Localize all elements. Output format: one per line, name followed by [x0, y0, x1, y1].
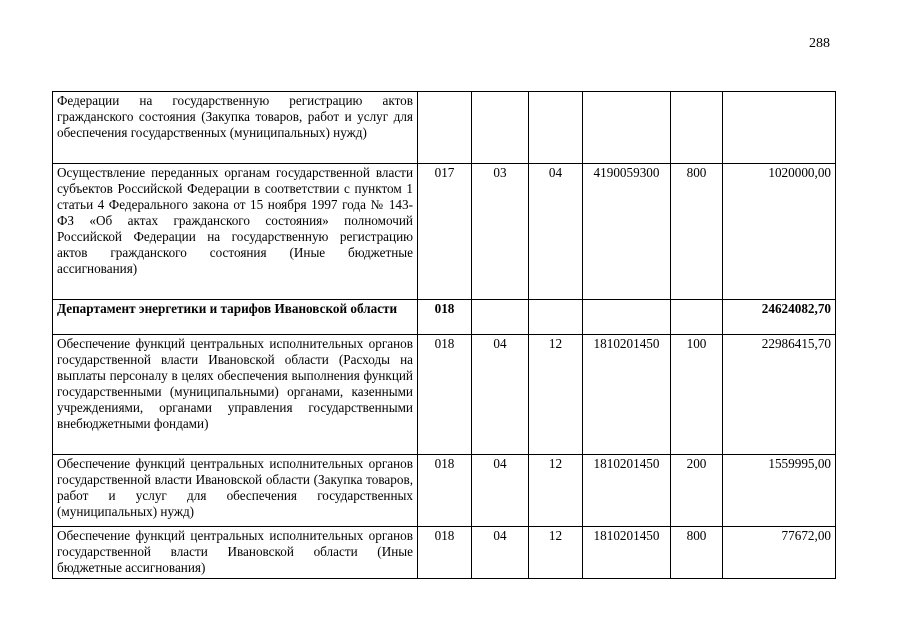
table-row	[53, 335, 836, 455]
ministry-code	[418, 92, 472, 164]
section-code: 04	[472, 335, 529, 455]
subsection-code	[529, 92, 583, 164]
expense-type-code	[671, 92, 723, 164]
ministry-code: 018	[418, 455, 472, 527]
expense-type-code: 800	[671, 164, 723, 300]
amount: 24624082,70	[723, 300, 836, 335]
page-number: 288	[809, 36, 830, 51]
expense-type-code	[671, 300, 723, 335]
target-article-code: 1810201450	[583, 335, 671, 455]
section-code: 04	[472, 455, 529, 527]
section-code: 04	[472, 527, 529, 579]
subsection-code: 12	[529, 527, 583, 579]
amount: 22986415,70	[723, 335, 836, 455]
ministry-code: 018	[418, 527, 472, 579]
ministry-code: 018	[418, 335, 472, 455]
target-article-code	[583, 92, 671, 164]
amount: 1559995,00	[723, 455, 836, 527]
target-article-code: 4190059300	[583, 164, 671, 300]
target-article-code: 1810201450	[583, 455, 671, 527]
expense-type-code: 800	[671, 527, 723, 579]
subsection-code: 04	[529, 164, 583, 300]
row-name: Федерации на государственную регистрацию актов гражданского состояния (Закупка товаров, работ и услуг для обеспечения государственных (муниципальных) нужд)	[53, 92, 418, 164]
budget-table	[52, 91, 836, 579]
row-name: Осуществление переданных органам государственной власти субъектов Российской Федерации в соответствии с пунктом 1 статьи 4 Федерального закона от 15 ноября 1997 года № 143-ФЗ «Об актах гражданского состояния» полномочий Российской Федерации на государственную регистрацию актов гражданского состояния (Иные бюджетные ассигнования)	[53, 164, 418, 300]
amount	[723, 92, 836, 164]
subsection-code: 12	[529, 455, 583, 527]
amount: 77672,00	[723, 527, 836, 579]
subsection-code	[529, 300, 583, 335]
expense-type-code: 200	[671, 455, 723, 527]
table-row-department	[53, 300, 836, 335]
section-code	[472, 92, 529, 164]
section-code	[472, 300, 529, 335]
row-name: Департамент энергетики и тарифов Ивановской области	[53, 300, 418, 335]
table-row	[53, 527, 836, 579]
row-name: Обеспечение функций центральных исполнительных органов государственной власти Ивановской области (Иные бюджетные ассигнования)	[53, 527, 418, 579]
table-row	[53, 164, 836, 300]
section-code: 03	[472, 164, 529, 300]
target-article-code	[583, 300, 671, 335]
amount: 1020000,00	[723, 164, 836, 300]
row-name: Обеспечение функций центральных исполнительных органов государственной власти Ивановской области (Расходы на выплаты персоналу в целях обеспечения выполнения функций государственными (муниципальными) органами, казенными учреждениями, органами управления государственными внебюджетными фондами)	[53, 335, 418, 455]
table-row	[53, 455, 836, 527]
subsection-code: 12	[529, 335, 583, 455]
ministry-code: 017	[418, 164, 472, 300]
ministry-code: 018	[418, 300, 472, 335]
expense-type-code: 100	[671, 335, 723, 455]
row-name: Обеспечение функций центральных исполнительных органов государственной власти Ивановской области (Закупка товаров, работ и услуг для обеспечения государственных (муниципальных) нужд)	[53, 455, 418, 527]
target-article-code: 1810201450	[583, 527, 671, 579]
table-row	[53, 92, 836, 164]
